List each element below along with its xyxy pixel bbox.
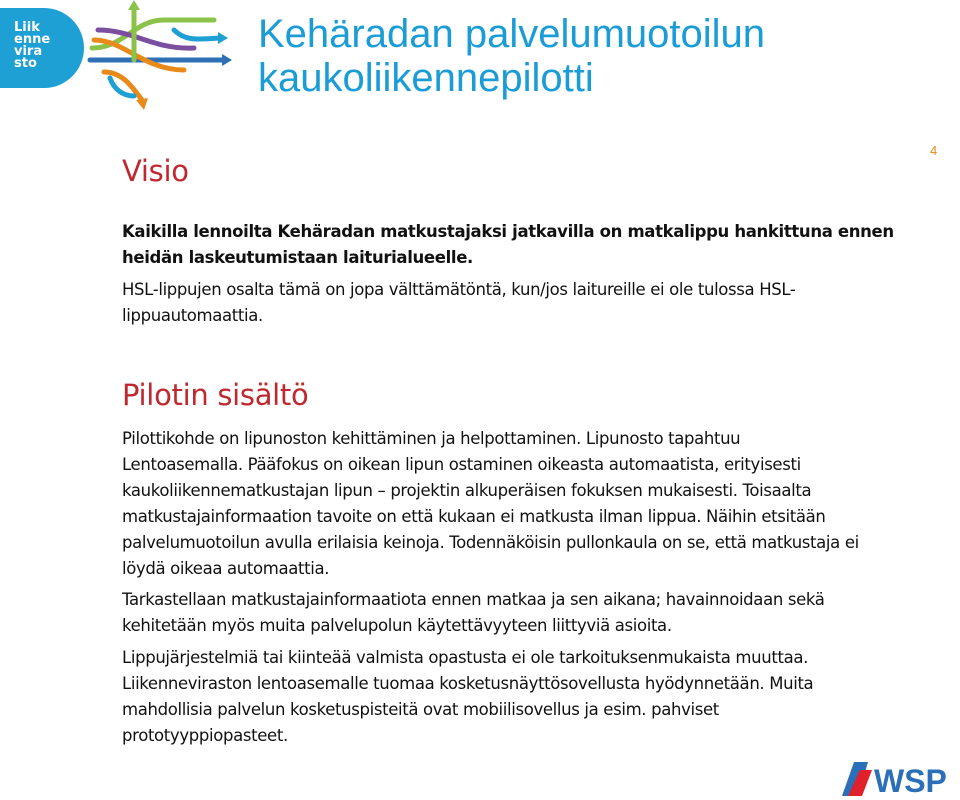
text-line: matkustajainformaation tavoite on että kukaan ei matkusta ilman lippua. Näihin etsitään: [122, 507, 826, 526]
text-line: prototyyppiopasteet.: [122, 726, 288, 745]
route-arrows-icon: [84, 0, 234, 112]
text-line: heidän laskeutumistaan laiturialueelle.: [122, 248, 473, 267]
text-line: Tarkastellaan matkustajainformaatiota ennen matkaa ja sen aikana; havainnoidaan sekä: [122, 590, 825, 609]
text-line: mahdollisia palvelun kosketuspisteitä ovat mobiilisovellus ja esim. pahviset: [122, 700, 719, 719]
vision-text: [122, 277, 796, 329]
text-line: Liikenneviraston lentoasemalle tuomaa kosketusnäyttösovellusta hyödynnetään. Muita: [122, 674, 814, 693]
wsp-logo: [838, 756, 958, 800]
logo-line: enne: [14, 32, 51, 47]
logo-text: [14, 22, 50, 70]
text-line: löydä oikeaa automaattia.: [122, 559, 330, 578]
text-line: HSL-lippujen osalta tämä on jopa välttämätöntä, kun/jos laitureille ei ole tulossa HSL-: [122, 280, 796, 299]
text-line: Pilottikohde on lipunoston kehittäminen ja helpottaminen. Lipunosto tapahtuu: [122, 429, 741, 448]
title-line: kaukoliikennepilotti: [258, 56, 594, 100]
pilot-heading: Pilotin sisältö: [122, 378, 309, 412]
page-number: 4: [930, 143, 938, 158]
logo-line: Liik: [14, 20, 40, 35]
text-line: Kaikilla lennoilta Kehäradan matkustajaksi jatkavilla on matkalippu hankittuna ennen: [122, 222, 894, 241]
logo-line: sto: [14, 56, 37, 71]
text-line: Lippujärjestelmiä tai kiinteää valmista opastusta ei ole tarkoituksenmukaista muuttaa.: [122, 648, 809, 667]
page-title: [258, 12, 765, 100]
text-line: kaukoliikennematkustajan lipun – projektin alkuperäisen fokuksen mukaisesti. Toisaalta: [122, 481, 812, 500]
pilot-paragraph-3: [122, 645, 813, 749]
title-line: Kehäradan palvelumuotoilun: [258, 12, 766, 56]
text-line: lippuautomaattia.: [122, 306, 263, 325]
pilot-paragraph-1: [122, 426, 859, 582]
text-line: kehitetään myös muita palvelupolun käytettävyyteen liittyviä asioita.: [122, 616, 672, 635]
pilot-paragraph-2: [122, 587, 825, 639]
vision-bold-text: [122, 219, 894, 271]
liikennevirasto-logo: [0, 8, 84, 88]
text-line: palvelumuotoilun avulla erilaisia keinoja. Todennäköisin pullonkaula on se, että matkustaja ei: [122, 533, 859, 552]
text-line: Lentoasemalla. Pääfokus on oikean lipun ostaminen oikeasta automaatista, erityisesti: [122, 455, 801, 474]
wsp-logo-text: WSP: [874, 763, 947, 799]
logo-line: vira: [14, 44, 43, 59]
vision-heading: Visio: [122, 154, 189, 188]
